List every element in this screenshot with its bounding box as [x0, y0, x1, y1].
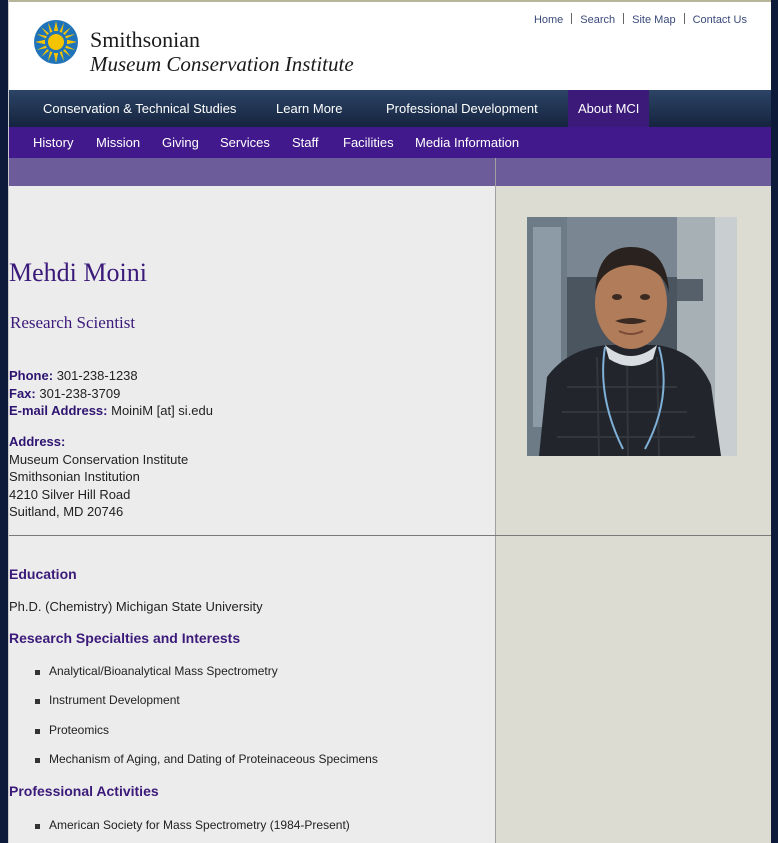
- subnav-mission[interactable]: Mission: [96, 135, 141, 150]
- research-list-item: [35, 693, 180, 707]
- brand-wordmark[interactable]: [90, 28, 354, 76]
- education-heading: Education: [9, 566, 77, 582]
- phone-value: 301-238-1238: [56, 368, 138, 383]
- nav-professional-development[interactable]: Professional Development: [386, 101, 538, 116]
- nav-about-mci[interactable]: About MCI: [568, 90, 649, 127]
- address-line: 4210 Silver Hill Road: [9, 486, 131, 502]
- content-band-right: [496, 158, 771, 186]
- address-block: [9, 433, 188, 521]
- profile-photo: [527, 217, 737, 456]
- address-label: Address:: [9, 434, 66, 449]
- email-value: MoiniM [at] si.edu: [111, 403, 213, 418]
- address-line: Museum Conservation Institute: [9, 451, 189, 467]
- address-line: Suitland, MD 20746: [9, 504, 124, 519]
- email-label: E-mail Address:: [9, 403, 108, 418]
- subnav-services[interactable]: Services: [220, 135, 270, 150]
- subnav-facilities[interactable]: Facilities: [343, 135, 394, 150]
- profile-title: Research Scientist: [10, 313, 136, 332]
- section-divider: [9, 535, 771, 536]
- list-item-text: Proteomics: [49, 723, 110, 737]
- research-list-item: [35, 752, 378, 766]
- utility-link-contact-us[interactable]: Contact Us: [692, 14, 747, 26]
- nav-conservation-technical-studies[interactable]: Conservation & Technical Studies: [43, 101, 237, 116]
- activities-heading: Professional Activities: [9, 783, 159, 799]
- phone-label: Phone:: [9, 368, 54, 383]
- list-item-text: Instrument Development: [49, 693, 180, 707]
- research-heading: Research Specialties and Interests: [9, 630, 241, 646]
- secondary-nav: [9, 127, 771, 158]
- profile-name: Mehdi Moini: [9, 258, 147, 287]
- contact-block: [9, 367, 213, 420]
- nav-learn-more[interactable]: Learn More: [276, 101, 343, 116]
- subnav-giving[interactable]: Giving: [162, 135, 199, 150]
- utility-nav: [534, 13, 747, 26]
- list-item-text: American Society for Mass Spectrometry (1984-Present): [49, 818, 350, 832]
- fax-value: 301-238-3709: [39, 385, 121, 401]
- list-item-text: Mechanism of Aging, and Dating of Proteinaceous Specimens: [49, 752, 378, 766]
- primary-nav: [9, 90, 771, 127]
- utility-link-home[interactable]: Home: [533, 14, 564, 26]
- education-text: Ph.D. (Chemistry) Michigan State University: [9, 599, 263, 614]
- activities-list-item: [35, 818, 350, 832]
- research-list-item: [35, 664, 278, 678]
- content-band-left: [9, 158, 495, 186]
- subnav-staff[interactable]: Staff: [292, 135, 319, 150]
- brand-name: Smithsonian: [90, 27, 201, 52]
- smithsonian-sun-logo[interactable]: [33, 19, 79, 65]
- column-divider: [495, 158, 496, 843]
- utility-link-search[interactable]: Search: [580, 14, 616, 26]
- page-frame: [8, 0, 771, 843]
- utility-link-site-map[interactable]: Site Map: [632, 14, 676, 26]
- subnav-media-information[interactable]: Media Information: [415, 135, 520, 150]
- site-header: [9, 2, 771, 90]
- brand-subtitle: Museum Conservation Institute: [90, 52, 354, 76]
- fax-label: Fax:: [9, 385, 36, 401]
- utility-separator: [571, 13, 572, 24]
- utility-separator: [623, 13, 624, 24]
- utility-separator: [684, 13, 685, 24]
- research-list-item: [35, 723, 109, 737]
- address-line: Smithsonian Institution: [9, 469, 140, 484]
- subnav-history[interactable]: History: [33, 135, 74, 150]
- list-item-text: Analytical/Bioanalytical Mass Spectrometry: [49, 664, 278, 678]
